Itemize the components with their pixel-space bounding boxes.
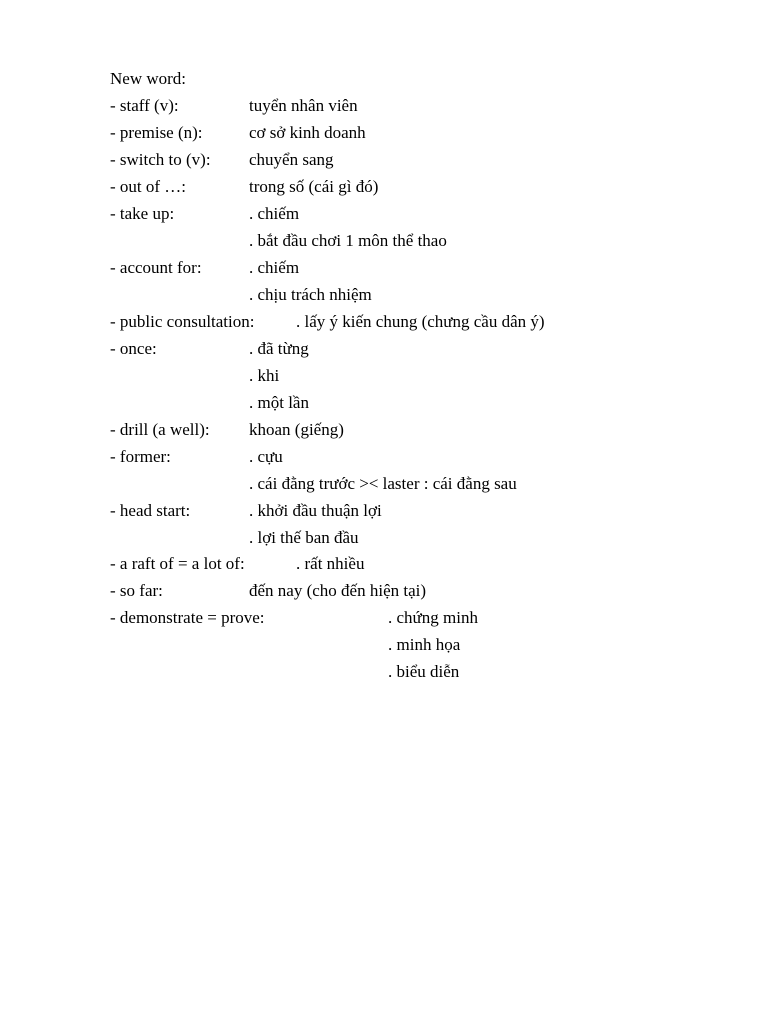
vocab-term: - switch to (v): (110, 150, 211, 169)
vocab-term: - a raft of = a lot of: (110, 554, 245, 573)
vocab-definition: . một lần (249, 393, 309, 412)
vocab-term: - staff (v): (110, 96, 179, 115)
vocab-definition: . chiếm (249, 258, 300, 277)
vocab-term: - premise (n): (110, 123, 203, 142)
vocab-definition: . rất nhiều (296, 554, 365, 573)
vocab-definition: chuyển sang (249, 150, 334, 169)
vocab-definition: . lấy ý kiến chung (chưng cầu dân ý) (296, 312, 545, 331)
vocab-definition: . lợi thế ban đầu (249, 528, 359, 547)
vocab-term: - former: (110, 447, 171, 466)
vocab-term: - head start: (110, 501, 191, 520)
vocab-term: - demonstrate = prove: (110, 608, 265, 627)
vocab-definition: đến nay (cho đến hiện tại) (249, 581, 427, 600)
vocab-definition: . biểu diễn (388, 662, 460, 681)
vocab-term: - public consultation: (110, 312, 255, 331)
vocab-definition: . chịu trách nhiệm (249, 285, 372, 304)
vocab-term: - drill (a well): (110, 420, 210, 439)
vocab-definition: . cái đằng trước >< laster : cái đằng sau (249, 474, 517, 493)
vocab-definition: . bắt đầu chơi 1 môn thể thao (249, 231, 447, 250)
vocab-definition: tuyển nhân viên (249, 96, 358, 115)
vocab-definition: . minh họa (388, 635, 461, 654)
vocab-term: - once: (110, 339, 157, 358)
vocab-definition: khoan (giếng) (249, 420, 344, 439)
vocab-term: - out of …: (110, 177, 187, 196)
vocab-definition: . chứng minh (388, 608, 478, 627)
vocab-definition: . cựu (249, 447, 283, 466)
vocab-term: - take up: (110, 204, 175, 223)
vocab-definition: . khởi đầu thuận lợi (249, 501, 382, 520)
vocab-definition: cơ sở kinh doanh (249, 123, 366, 142)
heading-text: New word: (110, 69, 187, 88)
vocab-definition: . khi (249, 366, 280, 385)
vocab-term: - so far: (110, 581, 163, 600)
vocab-definition: trong số (cái gì đó) (249, 177, 379, 196)
vocab-definition: . đã từng (249, 339, 309, 358)
vocab-term: - account for: (110, 258, 202, 277)
vocab-definition: . chiếm (249, 204, 300, 223)
